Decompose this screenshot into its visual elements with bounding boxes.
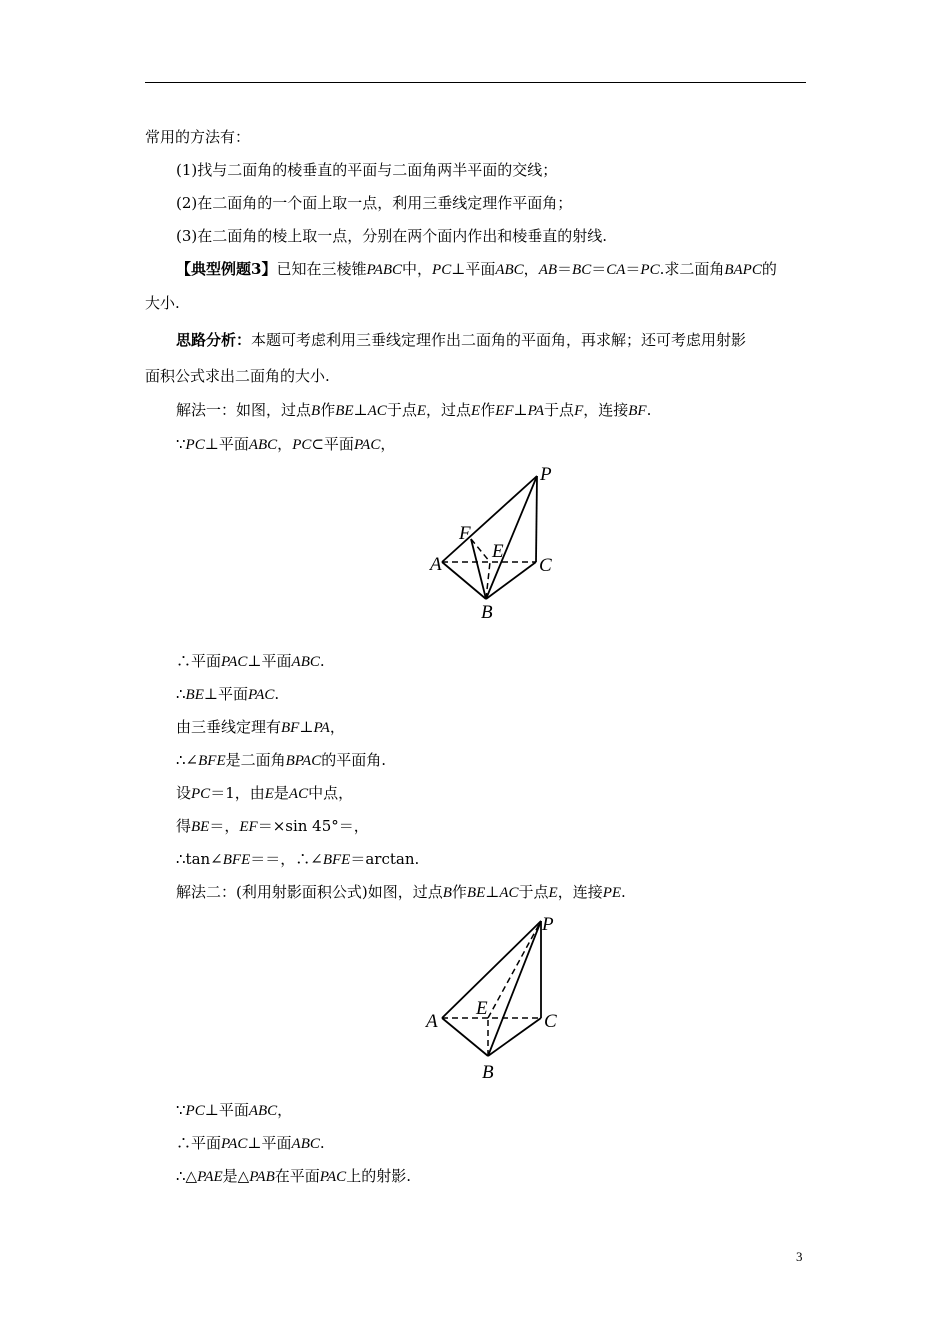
math: PC <box>185 437 205 453</box>
math: BC <box>572 262 592 278</box>
text: 作 <box>480 401 496 419</box>
text: 常用的方法有： <box>145 128 251 146</box>
text: ＝ <box>625 260 641 278</box>
math: PE <box>602 885 622 901</box>
text: ⊥平面 <box>247 652 292 670</box>
solution-1-step-2 <box>176 651 837 672</box>
label-E: E <box>492 541 504 562</box>
text: ＝ <box>557 260 573 278</box>
text: ＝×sin 45°＝， <box>257 817 369 835</box>
text: ⊥平面 <box>451 260 496 278</box>
math: PABC <box>366 262 403 278</box>
label-A: A <box>430 554 442 575</box>
text: (3)在二面角的棱上取一点，分别在两个面内作出和棱垂直的射线. <box>176 227 608 245</box>
label-B: B <box>481 602 493 623</box>
label-F: F <box>459 523 471 544</box>
text: 于点 <box>544 401 575 419</box>
text: 解法一：如图，过点 <box>176 401 312 419</box>
math: PAC <box>221 1136 248 1152</box>
figure-2-pyramid <box>420 908 570 1084</box>
text: (1)找与二面角的棱垂直的平面与二面角两半平面的交线； <box>176 161 558 179</box>
text: ＝， <box>209 817 240 835</box>
label-P: P <box>542 914 554 935</box>
text: 面积公式求出二面角的大小. <box>145 367 330 385</box>
math: ABC <box>291 1136 320 1152</box>
math: BPAC <box>285 753 322 769</box>
text: ⊥平面 <box>204 435 249 453</box>
text: 中， <box>402 260 433 278</box>
text: 于点 <box>518 883 549 901</box>
text: ＝arctan. <box>350 850 420 868</box>
example-3-statement <box>176 259 837 280</box>
paragraph-methods-intro <box>145 127 806 147</box>
math: AC <box>499 885 519 901</box>
solution-2-step-3 <box>176 1166 837 1187</box>
text: 是二面角 <box>225 751 286 769</box>
text: 的平面角. <box>321 751 386 769</box>
analysis-cont <box>145 366 806 386</box>
page-number: 3 <box>796 1249 803 1264</box>
text: 作 <box>320 401 336 419</box>
text: 在平面 <box>274 1167 320 1185</box>
math: PA <box>313 720 330 736</box>
text: 上的射影. <box>346 1167 411 1185</box>
text: 得 <box>176 817 192 835</box>
label-P: P <box>540 464 552 485</box>
math: BFE <box>322 852 351 868</box>
text: ， <box>277 1101 293 1119</box>
math: BE <box>466 885 486 901</box>
text: ⊥平面 <box>203 685 248 703</box>
math: ABC <box>291 654 320 670</box>
text: ， <box>523 260 539 278</box>
solution-2-step-2 <box>176 1133 837 1154</box>
analysis <box>176 330 837 350</box>
math: PAC <box>221 654 248 670</box>
example-3-statement-cont <box>145 293 806 313</box>
method-3 <box>176 226 837 246</box>
math: PA <box>527 403 545 419</box>
text: ∵ <box>176 435 186 453</box>
solution-1-step-4 <box>176 717 837 738</box>
math: BF <box>281 720 300 736</box>
math: PAC <box>353 437 381 453</box>
math: AC <box>367 403 387 419</box>
solution-1-step-8 <box>176 849 837 870</box>
math: PC <box>185 1103 205 1119</box>
method-2 <box>176 193 837 213</box>
solution-1-step-1 <box>176 434 837 455</box>
math: CA <box>606 262 626 278</box>
math: EF <box>495 403 514 419</box>
edge-AP <box>442 921 541 1018</box>
text: ⊥ <box>513 401 528 419</box>
math: E <box>548 885 558 901</box>
text: ⊂平面 <box>311 435 354 453</box>
math: BFE <box>222 852 251 868</box>
text: ∴平面 <box>176 652 222 670</box>
solution-1-step-6 <box>176 783 837 804</box>
text: 本题可考虑利用三垂线定理作出二面角的平面角，再求解；还可考虑用射影 <box>251 331 747 349</box>
method-1 <box>176 160 837 180</box>
text: 于点 <box>386 401 417 419</box>
text: ⊥ <box>485 883 500 901</box>
text: 作 <box>451 883 467 901</box>
text: .求二面角 <box>659 260 725 278</box>
text: ⊥平面 <box>247 1134 292 1152</box>
text: ＝ <box>591 260 607 278</box>
text: ∴tan∠ <box>176 850 223 868</box>
text: . <box>646 401 652 419</box>
text: 已知在三棱锥 <box>276 260 367 278</box>
text: 是△ <box>222 1167 250 1185</box>
math: BE <box>335 403 354 419</box>
math: PC <box>432 262 452 278</box>
text: ＝1，由 <box>210 784 265 802</box>
edge-BP <box>488 921 541 1056</box>
edge-PC <box>536 476 537 562</box>
math: E <box>264 786 274 802</box>
solution-1-step-5 <box>176 750 837 771</box>
text: ，连接 <box>557 883 603 901</box>
label-E: E <box>476 998 488 1019</box>
text: 中点， <box>308 784 354 802</box>
math: F <box>574 403 584 419</box>
figure-1-pyramid <box>420 460 560 626</box>
analysis-heading: 思路分析： <box>176 331 252 349</box>
math: PC <box>191 786 211 802</box>
math: ABC <box>248 1103 278 1119</box>
math: BE <box>185 687 204 703</box>
text: ∴∠ <box>176 751 199 769</box>
solution-1-intro <box>176 400 837 421</box>
edge-PE-dashed <box>488 921 541 1018</box>
math: BAPC <box>724 262 762 278</box>
text: ， <box>329 718 345 736</box>
text: ⊥ <box>353 401 368 419</box>
text: ⊥ <box>299 718 314 736</box>
text: 是 <box>273 784 289 802</box>
text: . <box>319 1134 325 1152</box>
math: PC <box>292 437 312 453</box>
text: 的 <box>761 260 777 278</box>
text: 设 <box>176 784 192 802</box>
solution-1-step-7 <box>176 816 837 837</box>
math: PAE <box>197 1169 223 1185</box>
math: B <box>442 885 452 901</box>
text: 大小. <box>145 294 180 312</box>
solution-1-step-3 <box>176 684 837 705</box>
text: ， <box>277 435 293 453</box>
math: ABC <box>495 262 524 278</box>
math: ABC <box>248 437 278 453</box>
math: BF <box>628 403 647 419</box>
math: PAB <box>249 1169 275 1185</box>
text: ，过点 <box>426 401 472 419</box>
text: ∴△ <box>176 1167 198 1185</box>
text: . <box>274 685 280 703</box>
text: . <box>621 883 626 901</box>
text: ∴ <box>176 685 186 703</box>
math: AB <box>538 262 558 278</box>
text: (2)在二面角的一个面上取一点，利用三垂线定理作平面角； <box>176 194 573 212</box>
label-C: C <box>539 555 552 576</box>
math: B <box>311 403 321 419</box>
text: . <box>319 652 325 670</box>
math: E <box>471 403 481 419</box>
edge-AB <box>442 562 486 599</box>
math: PC <box>640 262 660 278</box>
text: 由三垂线定理有 <box>176 718 282 736</box>
math: BFE <box>198 753 226 769</box>
math: E <box>416 403 426 419</box>
edge-AB <box>442 1018 488 1056</box>
label-A: A <box>426 1011 438 1032</box>
edge-AP <box>442 476 537 562</box>
label-C: C <box>544 1011 557 1032</box>
solution-2-step-1 <box>176 1100 837 1121</box>
solution-2-intro <box>176 882 837 903</box>
text: ，连接 <box>583 401 629 419</box>
math: BE <box>191 819 210 835</box>
text: 解法二：(利用射影面积公式)如图，过点 <box>176 883 443 901</box>
math: PAC <box>247 687 275 703</box>
label-B: B <box>482 1062 494 1083</box>
math: AC <box>288 786 309 802</box>
text: ＝＝，∴∠ <box>250 850 323 868</box>
text: ∵ <box>176 1101 186 1119</box>
math: EF <box>239 819 258 835</box>
text: ∴平面 <box>176 1134 222 1152</box>
header-rule <box>145 82 806 83</box>
example-heading: 【典型例题3】 <box>176 260 277 278</box>
text: ， <box>380 435 396 453</box>
math: PAC <box>319 1169 347 1185</box>
text: ⊥平面 <box>204 1101 249 1119</box>
